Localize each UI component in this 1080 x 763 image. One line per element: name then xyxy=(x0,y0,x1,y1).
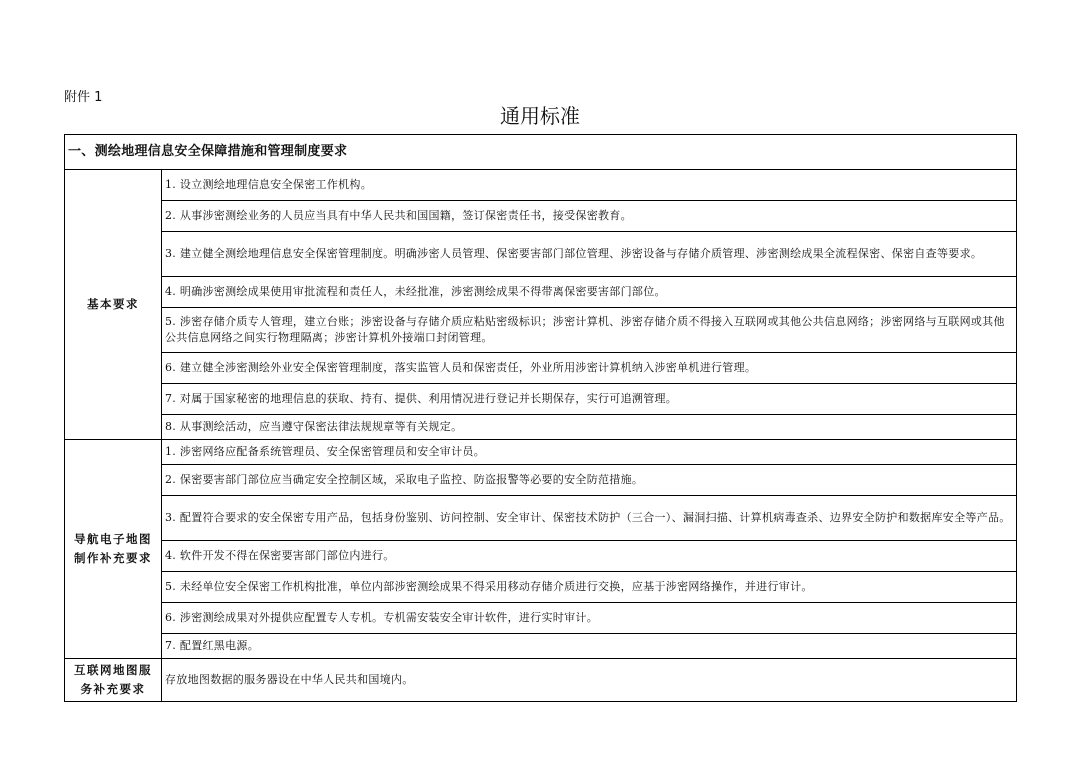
requirement-item: 5. 涉密存储介质专人管理，建立台账；涉密设备与存储介质应粘贴密级标识；涉密计算机、涉密存储介质不得接入互联网或其他公共信息网络；涉密网络与互联网或其他公共信息网络之间实行物理隔离；涉密计算机外接端口封闭管理。 xyxy=(162,308,1017,353)
requirement-item: 7. 对属于国家秘密的地理信息的获取、持有、提供、利用情况进行登记并长期保存，实行可追溯管理。 xyxy=(162,384,1017,415)
standards-table xyxy=(64,134,1017,702)
requirement-item: 3. 建立健全测绘地理信息安全保密管理制度。明确涉密人员管理、保密要害部门部位管理、涉密设备与存储介质管理、涉密测绘成果全流程保密、保密自查等要求。 xyxy=(162,232,1017,277)
requirement-item: 8. 从事测绘活动，应当遵守保密法律法规规章等有关规定。 xyxy=(162,415,1017,440)
requirement-item: 6. 建立健全涉密测绘外业安全保密管理制度，落实监管人员和保密责任，外业所用涉密计算机纳入涉密单机进行管理。 xyxy=(162,353,1017,384)
requirement-item: 7. 配置红黑电源。 xyxy=(162,634,1017,659)
requirement-item: 2. 从事涉密测绘业务的人员应当具有中华人民共和国国籍，签订保密责任书，接受保密教育。 xyxy=(162,201,1017,232)
document-title: 通用标准 xyxy=(500,104,580,128)
attachment-label: 附件 1 xyxy=(64,90,103,105)
requirement-item: 3. 配置符合要求的安全保密专用产品，包括身份鉴别、访问控制、安全审计、保密技术防护（三合一）、漏洞扫描、计算机病毒查杀、边界安全防护和数据库安全等产品。 xyxy=(162,496,1017,541)
category-internet-map-service-requirements: 互联网地图服务补充要求 xyxy=(65,659,162,702)
category-basic-requirements: 基本要求 xyxy=(65,170,162,440)
requirement-item: 1. 涉密网络应配备系统管理员、安全保密管理员和安全审计员。 xyxy=(162,440,1017,465)
requirement-item: 4. 软件开发不得在保密要害部门部位内进行。 xyxy=(162,541,1017,572)
requirement-item: 1. 设立测绘地理信息安全保密工作机构。 xyxy=(162,170,1017,201)
requirement-item: 4. 明确涉密测绘成果使用审批流程和责任人，未经批准，涉密测绘成果不得带离保密要害部门部位。 xyxy=(162,277,1017,308)
requirement-item: 2. 保密要害部门部位应当确定安全控制区域，采取电子监控、防盗报警等必要的安全防范措施。 xyxy=(162,465,1017,496)
requirement-item: 6. 涉密测绘成果对外提供应配置专人专机。专机需安装安全审计软件，进行实时审计。 xyxy=(162,603,1017,634)
requirement-item: 5. 未经单位安全保密工作机构批准，单位内部涉密测绘成果不得采用移动存储介质进行交换，应基于涉密网络操作，并进行审计。 xyxy=(162,572,1017,603)
requirement-item: 存放地图数据的服务器设在中华人民共和国境内。 xyxy=(162,659,1017,702)
section-heading: 一、测绘地理信息安全保障措施和管理制度要求 xyxy=(65,135,1017,170)
category-navigation-map-requirements: 导航电子地图制作补充要求 xyxy=(65,440,162,659)
